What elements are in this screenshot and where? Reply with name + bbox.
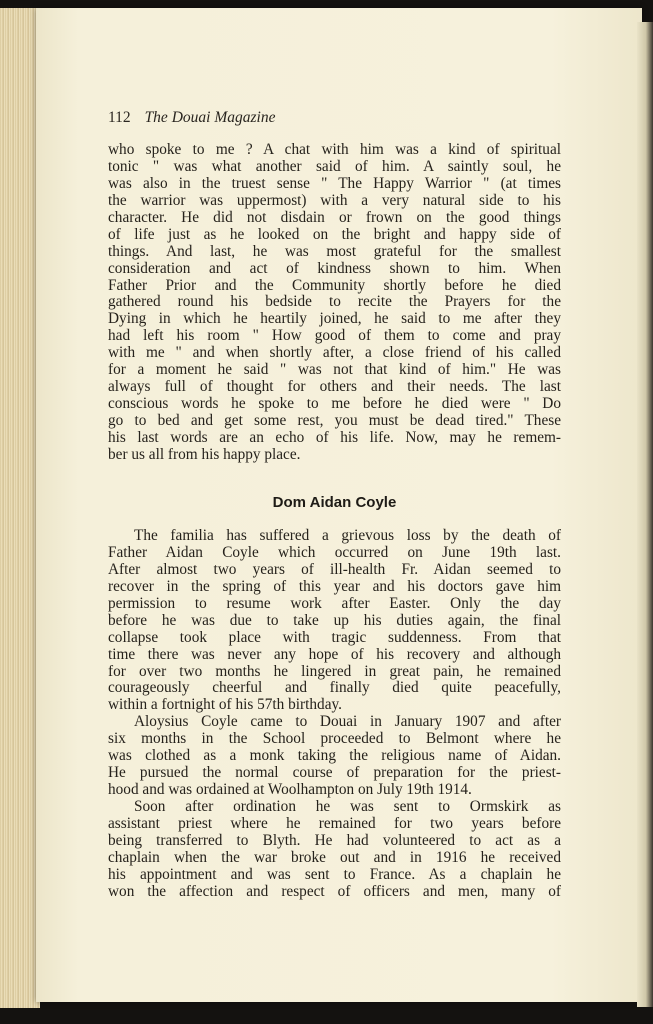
text-line: the warrior was uppermost) with a very natural side to his — [108, 192, 561, 209]
text-line: go to bed and get some rest, you must be dead tired." These — [108, 413, 561, 429]
text-line: gathered round his bedside to recite the Prayers for the — [108, 294, 561, 311]
paragraph — [108, 799, 561, 901]
text-line: chaplain when the war broke out and in 1916 he received — [108, 849, 561, 866]
text-line: was clothed as a monk taking the religious name of Aidan. — [108, 748, 561, 765]
text-line: consideration and act of kindness shown to him. When — [108, 260, 561, 277]
text-line: was also in the truest sense " The Happy Warrior " (at times — [108, 175, 561, 192]
text-line: Father Prior and the Community shortly before he died — [108, 277, 561, 294]
text-line: of life just as he looked on the bright and happy side of — [108, 226, 561, 243]
text-line: recover in the spring of this year and his doctors gave him — [108, 578, 561, 595]
text-line: ber us all from his happy place. — [108, 446, 301, 463]
text-line: six months in the School proceeded to Belmont where he — [108, 731, 561, 748]
text-line: assistant priest where he remained for two years before — [108, 815, 561, 832]
text-line: before he was due to take up his duties again, the final — [108, 612, 561, 629]
text-line: within a fortnight of his 57th birthday. — [108, 697, 342, 714]
text-line: He pursued the normal course of preparation for the priest- — [108, 765, 561, 782]
text-line: being transferred to Blyth. He had volunteered to act as a — [108, 832, 561, 849]
text-line: The familia has suffered a grievous loss by the death of — [134, 528, 561, 544]
text-line: tonic " was what another said of him. A saintly soul, he — [108, 158, 561, 175]
text-line: things. And last, he was most grateful for the smallest — [108, 243, 561, 260]
text-line: who spoke to me ? A chat with him was a kind of spiritual — [108, 142, 561, 158]
article-body — [108, 142, 561, 464]
paragraph — [108, 142, 561, 464]
page-curl-right — [637, 22, 653, 1007]
text-line: won the affection and respect of officers and men, many of — [108, 883, 561, 900]
text-line: courageously cheerful and finally died quite peacefully, — [108, 680, 561, 697]
text-line: Aloysius Coyle came to Douai in January 1907 and after — [134, 714, 561, 731]
text-line: conscious words he spoke to me before he died were " Do — [108, 396, 561, 413]
text-line: Father Aidan Coyle which occurred on June 19th last. — [108, 544, 561, 561]
text-line: Dying in which he heartily joined, he said to me after they — [108, 311, 561, 328]
magazine-title: The Douai Magazine — [144, 109, 276, 126]
text-line: collapse took place with tragic suddenness. From that — [108, 629, 561, 646]
text-line: always full of thought for others and their needs. The last — [108, 379, 561, 396]
text-line: had left his room " How good of them to come and pray — [108, 328, 561, 345]
section-heading: Dom Aidan Coyle — [272, 494, 397, 511]
text-line: for a moment he said " was not that kind of him." He was — [108, 362, 561, 379]
text-line: his last words are an echo of his life. Now, may he remem- — [108, 429, 561, 446]
running-head — [108, 109, 568, 127]
text-line: After almost two years of ill-health Fr. Aidan seemed to — [108, 561, 561, 578]
article-body-continued — [108, 528, 561, 901]
page-edge-left — [0, 8, 40, 1008]
text-line: for over two months he lingered in great pain, he remained — [108, 663, 561, 680]
text-line: his appointment and was sent to France. As a chaplain he — [108, 866, 561, 883]
page-number: 112 — [108, 109, 131, 126]
text-line: with me " and when shortly after, a close friend of his called — [108, 345, 561, 362]
text-line: hood and was ordained at Woolhampton on July 19th 1914. — [108, 782, 472, 799]
text-line: time there was never any hope of his recovery and although — [108, 646, 561, 663]
text-line: character. He did not disdain or frown on the good things — [108, 209, 561, 226]
paragraph — [108, 714, 561, 799]
text-line: permission to resume work after Easter. Only the day — [108, 595, 561, 612]
paragraph — [108, 528, 561, 714]
text-line: Soon after ordination he was sent to Ormskirk as — [134, 799, 561, 815]
